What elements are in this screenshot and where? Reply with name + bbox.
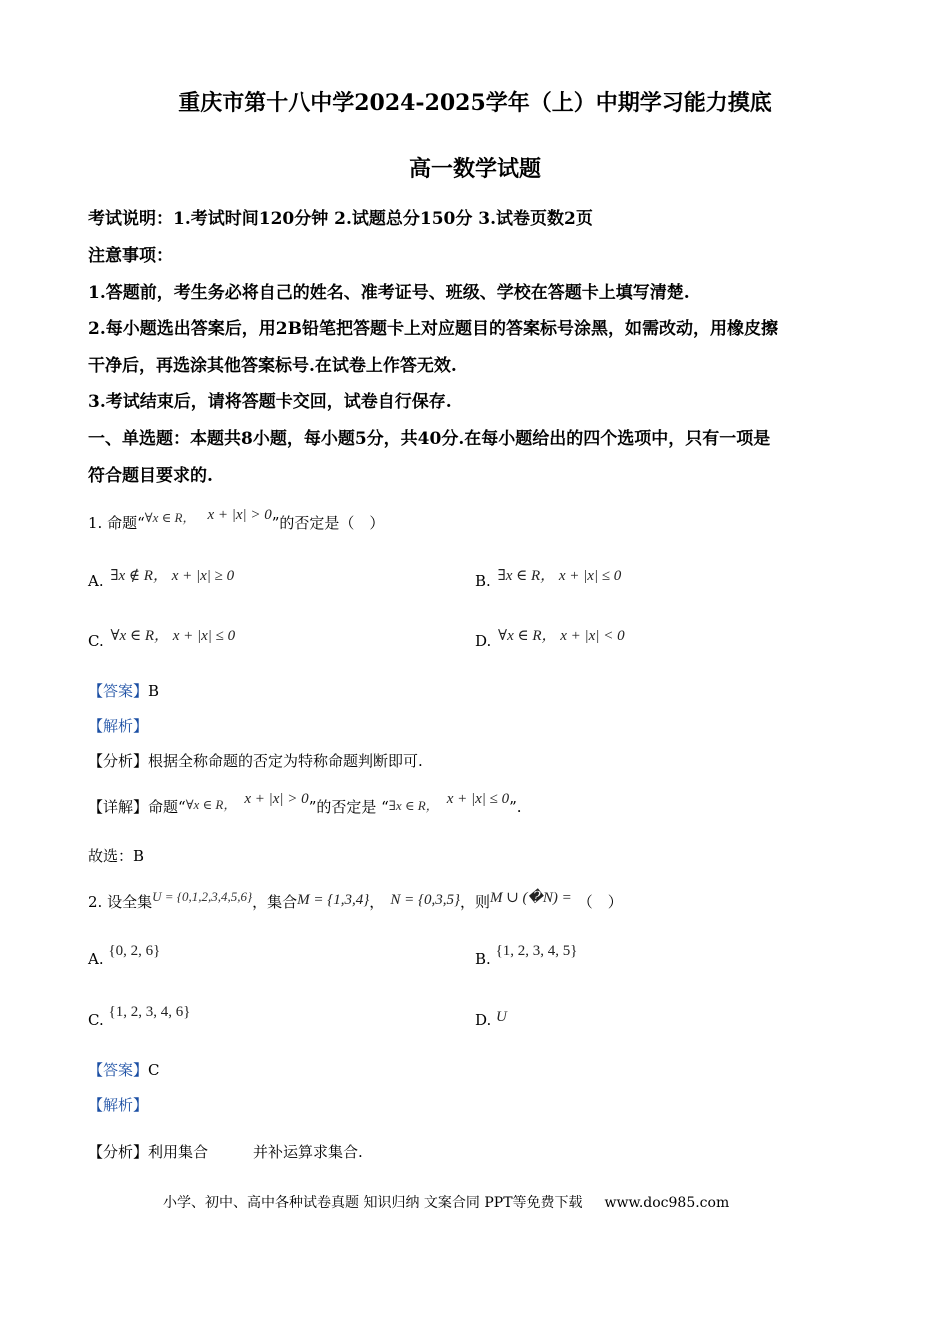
q1-fenxi-text: 根据全称命题的否定为特称命题判断即可.: [148, 752, 423, 770]
q2-option-c[interactable]: [88, 1004, 191, 1030]
q2-fenxi: [88, 1141, 363, 1162]
q1-option-b-math: ∃x ∈ R， x + |x| ≤ 0: [497, 568, 622, 584]
q2-fenxi-tag: 【分析】: [88, 1143, 149, 1161]
q2-option-b-label: B.: [475, 950, 491, 968]
q1-detail-math1: ∀x ∈ R，: [185, 797, 237, 812]
exam-note: 考试说明：1.考试时间120分钟 2.试题总分150分 3.试卷页数2页: [88, 209, 593, 229]
q2-option-b[interactable]: [475, 943, 578, 969]
q2-sep3: ，则: [459, 893, 490, 911]
q1-analysis-tag: 【解析】: [88, 717, 149, 735]
q1-detail: [88, 791, 522, 817]
q2-analysis-tag: 【解析】: [88, 1096, 149, 1114]
q1-answer-value: B: [148, 682, 160, 700]
q2-option-d-math: U: [496, 1009, 507, 1025]
q1-option-b[interactable]: [475, 570, 621, 591]
q1-option-a-label: A.: [88, 572, 104, 590]
q2-math-set-m: M = {1,3,4}: [297, 892, 370, 908]
q2-option-a-math: {0, 2, 6}: [108, 943, 161, 959]
q2-sep2: ，: [369, 893, 385, 911]
q1-prefix: 1. 命题“: [88, 514, 145, 532]
q1-detail-tag: 【详解】: [88, 798, 149, 816]
footer: [163, 1192, 729, 1212]
q2-option-a[interactable]: [88, 943, 161, 969]
note-2-line1: 2.每小题选出答案后，用2B铅笔把答题卡上对应题目的答案标号涂黑，如需改动，用橡皮擦: [88, 319, 778, 339]
q1-detail-math3: ∃x ∈ R，: [388, 798, 439, 813]
q1-fenxi-tag: 【分析】: [88, 752, 149, 770]
q1-option-c[interactable]: [88, 630, 235, 651]
section-1-heading-line1: 一、单选题：本题共8小题，每小题5分，共40分.在每小题给出的四个选项中，只有一项是: [88, 429, 771, 449]
note-2-line2: 干净后，再选涂其他答案标号.在试卷上作答无效.: [88, 356, 457, 376]
q1-detail-mid: ”的否定是 “: [308, 798, 389, 816]
q1-detail-suffix: ”.: [509, 798, 522, 816]
q2-option-d-label: D.: [475, 1011, 492, 1029]
q1-math-inequality: x + |x| > 0: [207, 507, 272, 523]
q2-math-set-n: N = {0,3,5}: [390, 892, 460, 908]
note-1: 1.答题前，考生务必将自己的姓名、准考证号、班级、学校在答题卡上填写清楚.: [88, 283, 690, 303]
q2-fenxi-text: 利用集合 并补运算求集合.: [148, 1143, 363, 1161]
footer-url[interactable]: www.doc985.com: [604, 1195, 730, 1211]
q1-option-c-label: C.: [88, 632, 104, 650]
footer-text: 小学、初中、高中各种试卷真题 知识归纳 文案合同 PPT等免费下载: [163, 1195, 583, 1211]
q1-option-a[interactable]: [88, 570, 234, 591]
note-3: 3.考试结束后，请将答题卡交回，试卷自行保存.: [88, 392, 452, 412]
section-1-heading-line2: 符合题目要求的.: [88, 466, 213, 486]
page-subtitle: 高一数学试题: [408, 156, 541, 182]
q1-option-a-math: ∃x ∉ R， x + |x| ≥ 0: [110, 568, 235, 584]
q1-fenxi: [88, 750, 423, 771]
q1-option-d[interactable]: [475, 630, 625, 651]
q2-math-expression: M ∪ (�N) =: [489, 890, 572, 906]
q1-choose: 故选：B: [88, 847, 145, 865]
q1-answer: [88, 680, 159, 701]
q1-option-d-label: D.: [475, 632, 492, 650]
q1-answer-tag: 【答案】: [88, 682, 149, 700]
q2-option-c-math: {1, 2, 3, 4, 6}: [108, 1004, 191, 1020]
q2-stem: [88, 891, 623, 912]
q1-stem: [88, 507, 385, 533]
q1-option-d-math: ∀x ∈ R， x + |x| < 0: [498, 628, 625, 644]
q1-detail-math4: x + |x| ≤ 0: [446, 791, 510, 807]
q2-answer: [88, 1059, 160, 1080]
q1-detail-math2: x + |x| > 0: [244, 791, 309, 807]
page-title: 重庆市第十八中学2024-2025学年（上）中期学习能力摸底: [178, 90, 772, 116]
q2-option-a-label: A.: [88, 950, 104, 968]
q2-answer-tag: 【答案】: [88, 1061, 149, 1079]
q2-option-d[interactable]: [475, 1011, 507, 1030]
q2-sep1: ，集合: [252, 893, 298, 911]
q1-option-b-label: B.: [475, 572, 491, 590]
q2-math-universal-set: U = {0,1,2,3,4,5,6}: [152, 889, 253, 904]
q1-detail-prefix: 命题“: [148, 798, 186, 816]
q1-option-c-math: ∀x ∈ R， x + |x| ≤ 0: [110, 628, 236, 644]
q2-prefix: 2. 设全集: [88, 893, 153, 911]
q2-option-c-label: C.: [88, 1011, 104, 1029]
q1-math-quantifier: ∀x ∈ R，: [144, 510, 196, 525]
q1-suffix: ”的否定是（ ）: [271, 514, 385, 532]
q2-answer-value: C: [148, 1061, 160, 1079]
notes-heading: 注意事项：: [88, 246, 173, 266]
q2-paren: （ ）: [577, 893, 623, 911]
q2-option-b-math: {1, 2, 3, 4, 5}: [495, 943, 578, 959]
